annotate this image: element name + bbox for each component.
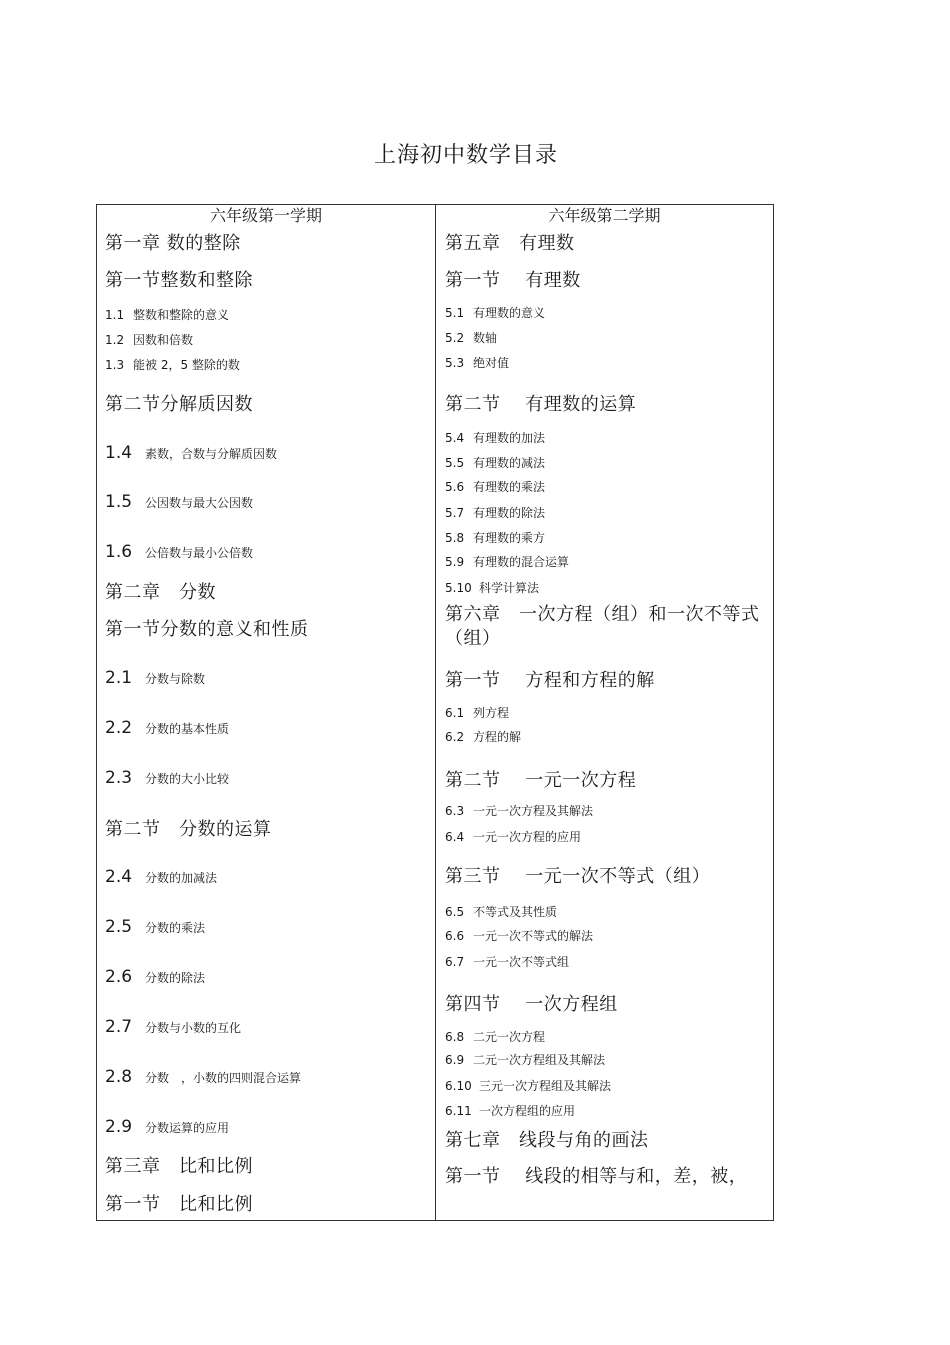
entry-title: 公倍数与最小公倍数 xyxy=(145,546,254,560)
toc-entry xyxy=(105,967,205,987)
entry-title: 绝对值 xyxy=(473,356,510,370)
entry-title: 一元一次不等式组 xyxy=(473,955,570,969)
entry-number: 5.2 xyxy=(445,331,465,345)
entry-number: 6.1 xyxy=(445,706,465,720)
section-heading: 第一节 线段的相等与和，差，被， xyxy=(445,1166,748,1187)
entry-title: 一元一次不等式的解法 xyxy=(473,929,594,943)
section-heading: 第一章 数的整除 xyxy=(105,233,241,254)
section-heading: 第五章 有理数 xyxy=(445,233,575,254)
entry-title: 能被 2，5 整除的数 xyxy=(133,358,240,372)
entry-number: 1.3 xyxy=(105,358,125,372)
entry-title: 分数的基本性质 xyxy=(145,722,230,736)
toc-entry xyxy=(105,1017,241,1037)
entry-number: 5.9 xyxy=(445,555,465,569)
entry-number: 6.8 xyxy=(445,1030,465,1044)
toc-entry xyxy=(105,768,229,788)
entry-number: 2.2 xyxy=(105,718,133,738)
section-heading: 第二章 分数 xyxy=(105,582,216,603)
toc-entry xyxy=(445,1077,611,1094)
toc-entry xyxy=(445,1102,575,1119)
toc-entry xyxy=(105,306,229,323)
toc-entry xyxy=(105,718,229,738)
entry-title: 分数的除法 xyxy=(145,971,206,985)
entry-title: 有理数的乘方 xyxy=(473,531,546,545)
entry-title: 一次方程组的应用 xyxy=(479,1104,576,1118)
entry-title: 三元一次方程组及其解法 xyxy=(479,1079,612,1093)
entry-title: 分数 ，小数的四则混合运算 xyxy=(145,1071,302,1085)
toc-entry xyxy=(105,356,240,373)
entry-number: 1.1 xyxy=(105,308,125,322)
toc-entry xyxy=(445,579,539,596)
entry-number: 5.7 xyxy=(445,506,465,520)
term2-column xyxy=(436,205,773,1220)
entry-title: 数轴 xyxy=(473,331,498,345)
toc-entry xyxy=(445,553,569,570)
toc-entry xyxy=(445,454,545,471)
toc-entry xyxy=(445,429,545,446)
entry-title: 分数与除数 xyxy=(145,672,206,686)
entry-number: 1.5 xyxy=(105,492,133,512)
entry-title: 分数与小数的互化 xyxy=(145,1021,242,1035)
toc-entry xyxy=(105,542,253,562)
entry-number: 2.8 xyxy=(105,1067,133,1087)
entry-number: 5.6 xyxy=(445,480,465,494)
entry-number: 6.10 xyxy=(445,1079,472,1093)
toc-entry xyxy=(105,492,253,512)
toc-entry xyxy=(445,704,509,721)
entry-title: 有理数的混合运算 xyxy=(473,555,570,569)
entry-number: 5.5 xyxy=(445,456,465,470)
toc-entry xyxy=(445,304,545,321)
entry-title: 有理数的除法 xyxy=(473,506,546,520)
toc-entry xyxy=(445,802,593,819)
toc-entry xyxy=(445,504,545,521)
toc-table xyxy=(96,204,774,1221)
entry-number: 5.10 xyxy=(445,581,472,595)
term1-header: 六年级第一学期 xyxy=(209,206,322,225)
section-heading: 第六章 一次方程（组）和一次不等式（组） xyxy=(445,604,760,649)
section-heading: 第二节分解质因数 xyxy=(105,394,253,415)
entry-title: 分数的加减法 xyxy=(145,871,218,885)
toc-entry xyxy=(105,1067,301,1087)
section-heading: 第三章 比和比例 xyxy=(105,1156,253,1177)
entry-title: 分数的大小比较 xyxy=(145,772,230,786)
entry-number: 1.4 xyxy=(105,443,133,463)
entry-title: 有理数的乘法 xyxy=(473,480,546,494)
entry-number: 2.4 xyxy=(105,867,133,887)
toc-entry xyxy=(105,917,205,937)
section-heading: 第三节 一元一次不等式（组） xyxy=(445,866,711,887)
section-heading: 第二节 有理数的运算 xyxy=(445,394,637,415)
toc-entry xyxy=(445,529,545,546)
entry-number: 6.5 xyxy=(445,905,465,919)
toc-entry xyxy=(105,1117,229,1137)
document-title: 上海初中数学目录 xyxy=(373,143,558,168)
section-heading: 第一节分数的意义和性质 xyxy=(105,619,309,640)
entry-number: 2.6 xyxy=(105,967,133,987)
entry-number: 6.2 xyxy=(445,730,465,744)
term2-header: 六年级第二学期 xyxy=(548,206,661,225)
entry-number: 2.3 xyxy=(105,768,133,788)
toc-entry xyxy=(445,728,521,745)
entry-number: 6.11 xyxy=(445,1104,472,1118)
section-heading: 第一节 方程和方程的解 xyxy=(445,670,655,691)
toc-entry xyxy=(445,903,557,920)
entry-number: 5.4 xyxy=(445,431,465,445)
entry-number: 6.9 xyxy=(445,1053,465,1067)
entry-title: 不等式及其性质 xyxy=(473,905,558,919)
section-heading: 第四节 一次方程组 xyxy=(445,994,618,1015)
toc-entry xyxy=(105,443,277,463)
entry-title: 二元一次方程组及其解法 xyxy=(473,1053,606,1067)
entry-title: 一元一次方程及其解法 xyxy=(473,804,594,818)
entry-title: 整数和整除的意义 xyxy=(133,308,230,322)
toc-entry xyxy=(445,329,497,346)
entry-number: 6.4 xyxy=(445,830,465,844)
entry-title: 分数运算的应用 xyxy=(145,1121,230,1135)
entry-number: 5.1 xyxy=(445,306,465,320)
toc-entry xyxy=(445,828,581,845)
entry-number: 1.6 xyxy=(105,542,133,562)
term1-column xyxy=(97,205,435,1220)
entry-title: 方程的解 xyxy=(473,730,522,744)
entry-title: 列方程 xyxy=(473,706,510,720)
entry-number: 2.7 xyxy=(105,1017,133,1037)
entry-number: 6.7 xyxy=(445,955,465,969)
entry-number: 1.2 xyxy=(105,333,125,347)
entry-title: 科学计算法 xyxy=(479,581,540,595)
toc-entry xyxy=(105,867,217,887)
entry-title: 分数的乘法 xyxy=(145,921,206,935)
section-heading: 第一节 有理数 xyxy=(445,270,581,291)
entry-title: 因数和倍数 xyxy=(133,333,194,347)
entry-title: 素数，合数与分解质因数 xyxy=(145,447,278,461)
toc-entry xyxy=(445,927,593,944)
entry-number: 2.9 xyxy=(105,1117,133,1137)
entry-number: 2.1 xyxy=(105,668,133,688)
entry-number: 6.3 xyxy=(445,804,465,818)
entry-title: 二元一次方程 xyxy=(473,1030,546,1044)
section-heading: 第二节 一元一次方程 xyxy=(445,770,637,791)
toc-entry xyxy=(445,953,569,970)
toc-entry xyxy=(445,478,545,495)
entry-number: 5.8 xyxy=(445,531,465,545)
section-heading: 第二节 分数的运算 xyxy=(105,819,272,840)
section-heading: 第一节整数和整除 xyxy=(105,270,253,291)
toc-entry xyxy=(105,668,205,688)
section-heading: 第一节 比和比例 xyxy=(105,1194,253,1215)
toc-entry xyxy=(445,354,509,371)
entry-number: 6.6 xyxy=(445,929,465,943)
entry-title: 有理数的减法 xyxy=(473,456,546,470)
toc-entry xyxy=(445,1051,605,1068)
toc-entry xyxy=(445,1028,545,1045)
toc-entry xyxy=(105,331,193,348)
entry-title: 有理数的意义 xyxy=(473,306,546,320)
entry-title: 公因数与最大公因数 xyxy=(145,496,254,510)
entry-title: 有理数的加法 xyxy=(473,431,546,445)
entry-number: 2.5 xyxy=(105,917,133,937)
entry-number: 5.3 xyxy=(445,356,465,370)
entry-title: 一元一次方程的应用 xyxy=(473,830,582,844)
section-heading: 第七章 线段与角的画法 xyxy=(445,1130,649,1151)
